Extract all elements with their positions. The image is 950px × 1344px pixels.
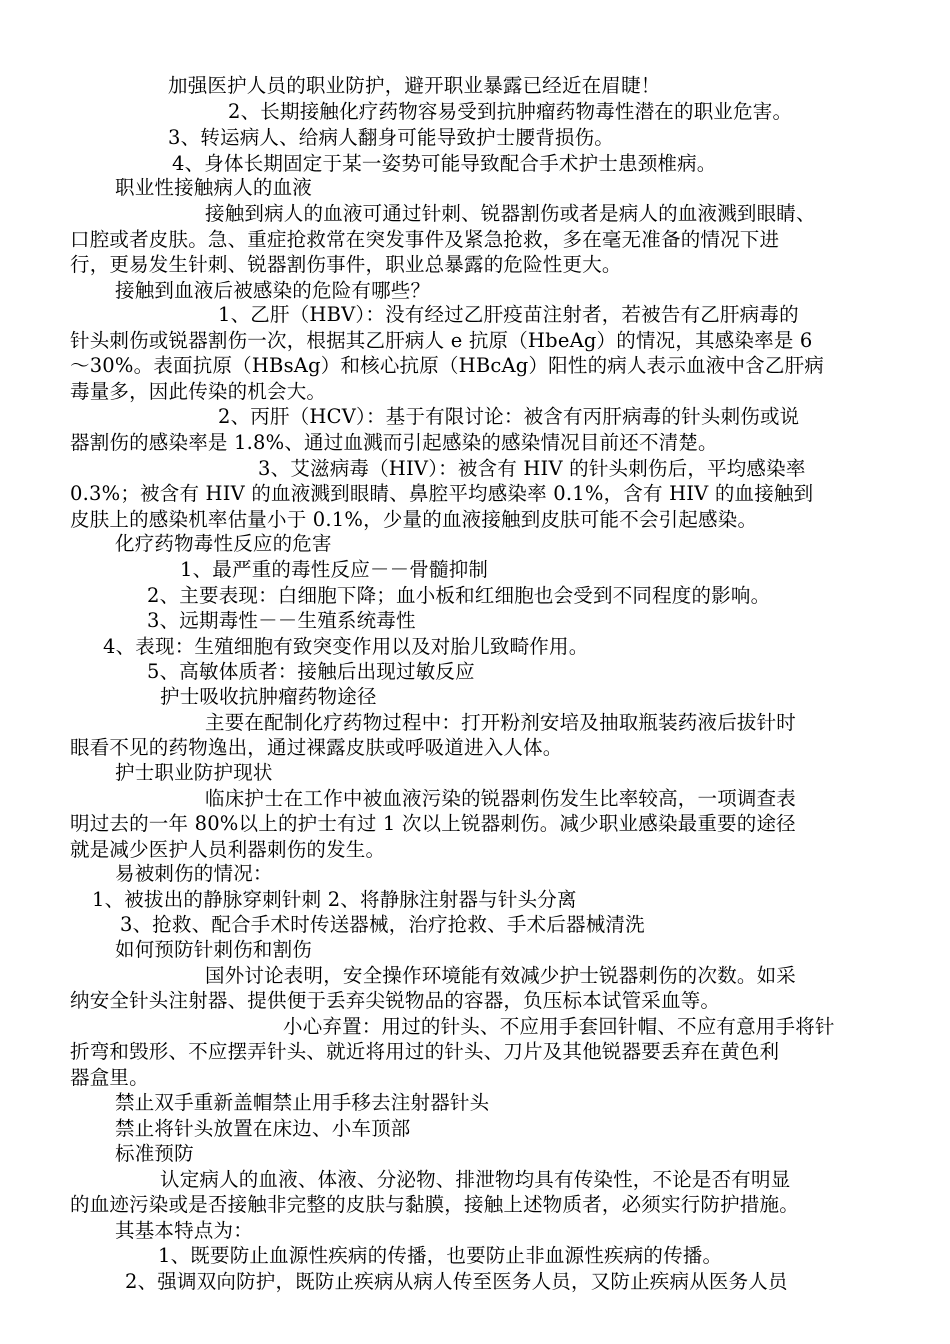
text-line: 临床护士在工作中被血液污染的锐器刺伤发生比率较高，一项调查表 [205,787,797,810]
text-line: 3、艾滋病毒（HIV）：被含有 HIV 的针头刺伤后，平均感染率 [258,457,806,480]
text-line: 加强医护人员的职业防护，避开职业暴露已经近在眉睫！ [168,74,661,97]
text-line: 器割伤的感染率是 1.8%、通过血溅而引起感染的感染情况目前还不清楚。 [70,431,718,454]
text-line: 器盒里。 [70,1066,149,1089]
text-line: 就是减少医护人员利器刺伤的发生。 [70,838,386,861]
section-heading: 职业性接触病人的血液 [115,176,313,199]
text-line: 主要在配制化疗药物过程中：打开粉剂安培及抽取瓶装药液后拔针时 [205,711,797,734]
text-line: 1、最严重的毒性反应－－骨髓抑制 [180,558,489,581]
text-line: 认定病人的血液、体液、分泌物、排泄物均具有传染性，不论是否有明显 [160,1168,791,1191]
text-line: 3、抢救、配合手术时传送器械，治疗抢救、手术后器械清洗 [120,913,645,936]
section-heading: 化疗药物毒性反应的危害 [115,532,332,555]
text-line: 明过去的一年 80%以上的护士有过 1 次以上锐器刺伤。减少职业感染最重要的途径 [70,812,796,835]
text-line: 其基本特点为： [115,1219,253,1242]
text-line: 小心弃置：用过的针头、不应用手套回针帽、不应有意用手将针 [283,1015,835,1038]
section-heading: 标准预防 [115,1142,194,1165]
text-line: 接触到病人的血液可通过针刺、锐器割伤或者是病人的血液溅到眼睛、 [205,202,816,225]
text-line: 1、乙肝（HBV）：没有经过乙肝疫苗注射者，若被告有乙肝病毒的 [218,303,799,326]
section-heading: 易被刺伤的情况： [115,862,273,885]
section-heading: 接触到血液后被感染的危险有哪些？ [115,279,431,302]
text-line: 4、身体长期固定于某一姿势可能导致配合手术护士患颈椎病。 [172,152,717,175]
text-line: 2、长期接触化疗药物容易受到抗肿瘤药物毒性潜在的职业危害。 [228,100,793,123]
text-line: 眼看不见的药物逸出，通过裸露皮肤或呼吸道进入人体。 [70,736,563,759]
text-line: 折弯和毁形、不应摆弄针头、就近将用过的针头、刀片及其他锐器要丢弃在黄色利 [70,1040,780,1063]
text-line: 针头刺伤或锐器割伤一次，根据其乙肝病人 e 抗原（HbeAg）的情况，其感染率是 6 [70,329,813,352]
text-line: 0.3%；被含有 HIV 的血液溅到眼睛、鼻腔平均感染率 0.1%，含有 HIV 的血接触到 [70,482,814,505]
text-line: 1、被拔出的静脉穿刺针刺 2、将静脉注射器与针头分离 [92,888,577,911]
text-line: 口腔或者皮肤。急、重症抢救常在突发事件及紧急抢救，多在毫无准备的情况下进 [70,228,780,251]
section-heading: 护士吸收抗肿瘤药物途径 [160,685,377,708]
text-line: 2、主要表现：白细胞下降；血小板和红细胞也会受到不同程度的影响。 [147,584,771,607]
text-line: 1、既要防止血源性疾病的传播，也要防止非血源性疾病的传播。 [158,1244,723,1267]
text-line: 2、强调双向防护，既防止疾病从病人传至医务人员，又防止疾病从医务人员 [125,1270,788,1293]
text-line: 毒量多，因此传染的机会大。 [70,380,327,403]
text-line: 禁止将针头放置在床边、小车顶部 [115,1117,411,1140]
text-line: 的血迹污染或是否接触非完整的皮肤与黏膜，接触上述物质者，必须实行防护措施。 [70,1193,799,1216]
text-line: 4、表现：生殖细胞有致突变作用以及对胎儿致畸作用。 [103,635,589,658]
text-line: 5、高敏体质者：接触后出现过敏反应 [147,660,475,683]
text-line: 国外讨论表明，安全操作环境能有效减少护士锐器刺伤的次数。如采 [205,964,797,987]
text-line: ～30%。表面抗原（HBsAg）和核心抗原（HBcAg）阳性的病人表示血液中含乙肝病 [70,354,824,377]
text-line: 皮肤上的感染机率估量小于 0.1%，少量的血液接触到皮肤可能不会引起感染。 [70,508,758,531]
text-line: 3、转运病人、给病人翻身可能导致护士腰背损伤。 [168,126,615,149]
section-heading: 如何预防针刺伤和割伤 [115,938,313,961]
text-line: 2、丙肝（HCV）：基于有限讨论：被含有丙肝病毒的针头刺伤或说 [218,405,800,428]
text-line: 3、远期毒性－－生殖系统毒性 [147,609,416,632]
text-line: 禁止双手重新盖帽禁止用手移去注射器针头 [115,1091,490,1114]
text-line: 行，更易发生针刺、锐器割伤事件，职业总暴露的危险性更大。 [70,253,622,276]
text-line: 纳安全针头注射器、提供便于丢弃尖锐物品的容器，负压标本试管采血等。 [70,989,721,1012]
section-heading: 护士职业防护现状 [115,761,273,784]
